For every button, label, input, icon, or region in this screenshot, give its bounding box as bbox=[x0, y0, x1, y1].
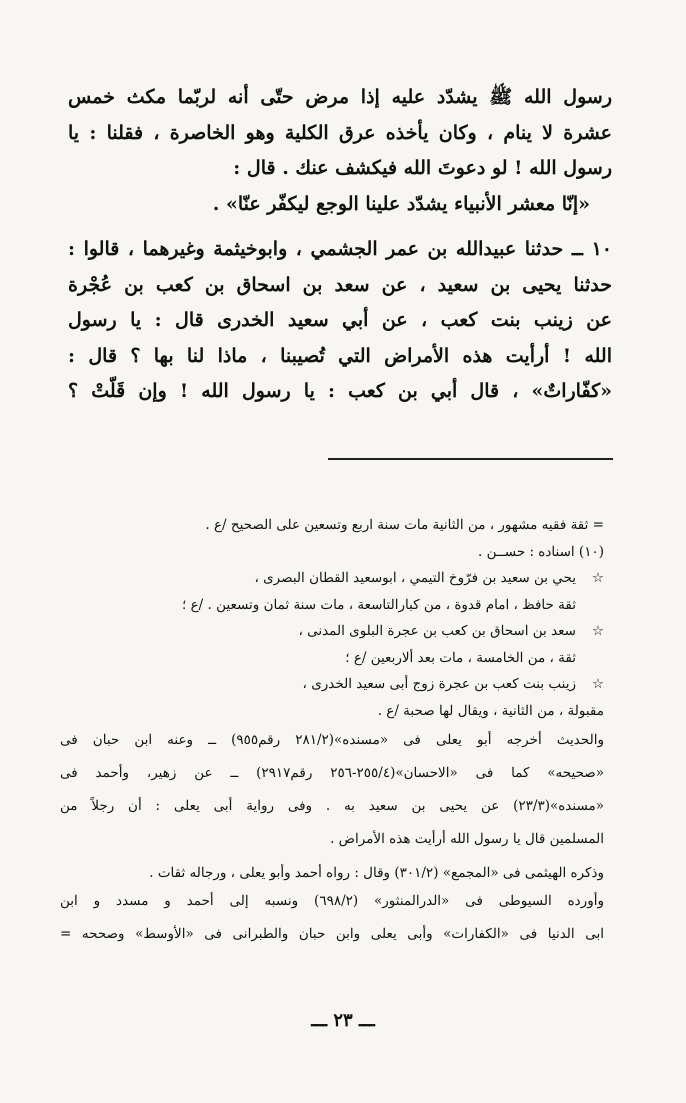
footnote-line: ثقة حافظ ، امام قدوة ، من كبارالتاسعة ، مات سنة ثمان وتسعين . /ع ؛ bbox=[182, 596, 576, 613]
footnote-line: وأورده السيوطى فى «الدرالمنثور» (٦٩٨/٢) ونسبه إلى أحمد و مسدد و ابن bbox=[60, 893, 604, 909]
footnote-line bbox=[60, 565, 604, 592]
main-line: رسول الله ﷺ يشدّد عليه إذا مرض حتّى أنه لربّما مكث خمس bbox=[68, 86, 612, 108]
footnote-line: «مسنده»(٢٣/٣) عن يحيى بن سعيد به . وفى رواية أبى يعلى : أن رجلاً من bbox=[60, 798, 604, 814]
footnote-line bbox=[60, 618, 604, 645]
footnote-line bbox=[60, 671, 604, 698]
footnote-line: (١٠) اسناده : حســن . bbox=[478, 543, 604, 560]
main-line: حدثنا يحيى بن سعيد ، عن سعد بن اسحاق بن كعب بن عُجْرة bbox=[68, 273, 612, 296]
main-line: الله ! أرأيت هذه الأمراض التي تُصيبنا ، ماذا لنا بها ؟ قال : bbox=[68, 344, 612, 367]
main-line: رسول الله ! لو دعوتَ الله فيكشف عنك . قال : bbox=[233, 157, 612, 179]
main-line: «كفّاراتٌ» ، قال أبي بن كعب : يا رسول الله ! وإن قَلّتْ ؟ bbox=[68, 380, 612, 402]
footnote-line: المسلمين قال يا رسول الله أرأيت هذه الأمراض . bbox=[330, 831, 604, 847]
narrator-name: سعد بن اسحاق بن كعب بن عجرة البلوى المدنى ، bbox=[298, 623, 576, 639]
main-line: عشرة لا ينام ، وكان يأخذه عرق الكلية وهو الخاصرة ، فقلنا : يا bbox=[68, 121, 612, 144]
star-icon: ☆ bbox=[591, 623, 604, 639]
footnote-line: ابى الدنيا فى «الكفارات» وأبى يعلى وابن حبان والطبرانى فى «الأوسط» وصححه = bbox=[60, 926, 604, 942]
page-number: ـــ ٢٣ ـــ bbox=[311, 1010, 375, 1031]
footnote-divider bbox=[328, 458, 613, 460]
footnote-line: ثقة ، من الخامسة ، مات بعد ألاربعين /ع ؛ bbox=[345, 649, 576, 666]
footnote-line: = ثقة فقيه مشهور ، من الثانية مات سنة اربع وتسعين على الصحيح /ع . bbox=[205, 517, 604, 533]
footnote-line: «صحيحه» كما فى «الاحسان»(٢٥٥/٤-٢٥٦ رقم٢٩١٧) ــ عن زهير، وأحمد فى bbox=[60, 765, 605, 781]
narrator-name: يحي بن سعيد بن فرّوخ التيمي ، ابوسعيد القطان البصرى ، bbox=[254, 570, 576, 586]
footnote-line: والحديث أخرجه أبو يعلى فى «مسنده»(٢٨١/٢ رقم٩٥٥) ــ وعنه ابن حبان فى bbox=[60, 732, 604, 748]
main-line: ١٠ ــ حدثنا عبيدالله بن عمر الجشمي ، وابوخيثمة وغيرهما ، قالوا : bbox=[68, 238, 612, 260]
narrator-name: زينب بنت كعب بن عجرة زوج أبى سعيد الخدرى ، bbox=[302, 676, 576, 692]
star-icon: ☆ bbox=[591, 676, 604, 692]
main-text bbox=[68, 80, 612, 410]
paragraph-gap bbox=[68, 222, 612, 232]
footnotes bbox=[60, 512, 604, 951]
footnote-line: وذكره الهيثمى فى «المجمع» (٣٠١/٢) وقال : رواه أحمد وأبو يعلى ، ورجاله ثقات . bbox=[149, 865, 604, 881]
main-line-quote: «إنّا معشر الأنبياء يشدّد علينا الوجع ليكفّر عنّا» . bbox=[212, 192, 590, 215]
star-icon: ☆ bbox=[591, 570, 604, 586]
main-line: عن زينب بنت كعب ، عن أبي سعيد الخدرى قال : يا رسول bbox=[68, 309, 612, 331]
footnote-line: مقبولة ، من الثانية ، ويقال لها صحبة /ع . bbox=[377, 702, 604, 719]
